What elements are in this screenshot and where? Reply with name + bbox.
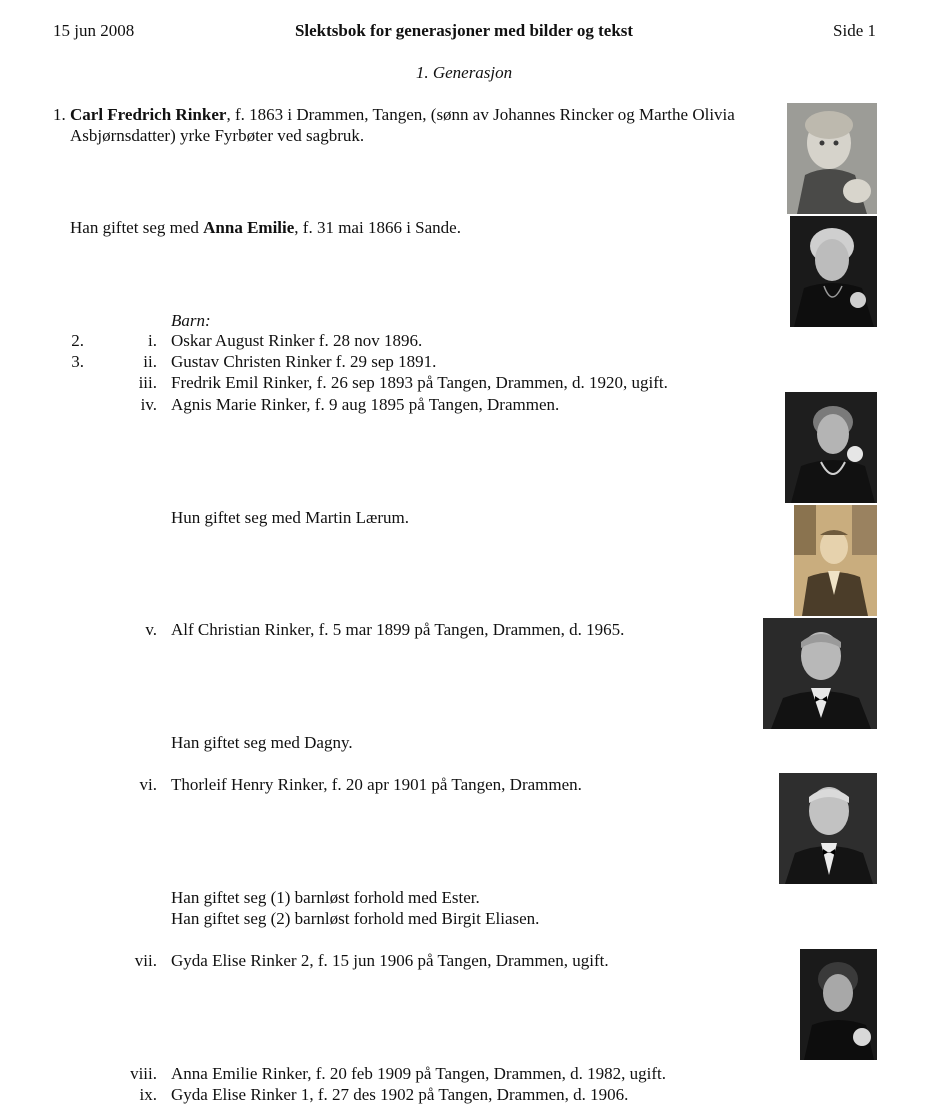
child-entry: Thorleif Henry Rinker, f. 20 apr 1901 på Tangen, Drammen.: [171, 775, 582, 794]
child-photo: [779, 773, 877, 884]
child-roman-numeral: iv.: [140, 395, 157, 414]
page-number: Side 1: [833, 21, 876, 40]
document-title: Slektsbok for generasjoner med bilder og tekst: [294, 21, 634, 40]
child-entry: Gustav Christen Rinker f. 29 sep 1891.: [171, 352, 437, 371]
child-marriage: Han giftet seg (1) barnløst forhold med Ester.: [171, 888, 480, 907]
child-marriage: Hun giftet seg med Martin Lærum.: [171, 508, 409, 527]
child-roman-numeral: i.: [148, 331, 157, 350]
child-photo: [787, 103, 877, 214]
main-person-line1: [70, 105, 735, 125]
child-entry: Agnis Marie Rinker, f. 9 aug 1895 på Tangen, Drammen.: [171, 395, 560, 414]
child-entry: Fredrik Emil Rinker, f. 26 sep 1893 på Tangen, Drammen, d. 1920, ugift.: [171, 373, 668, 392]
spouse-photo: [790, 216, 877, 327]
header-date: 15 jun 2008: [53, 21, 135, 40]
child-entry: Gyda Elise Rinker 1, f. 27 des 1902 på Tangen, Drammen, d. 1906.: [171, 1085, 629, 1104]
child-marriage: Han giftet seg (2) barnløst forhold med Birgit Eliasen.: [171, 909, 540, 928]
children-heading: Barn:: [171, 311, 211, 330]
child-photo: [800, 949, 877, 1060]
child-entry: Gyda Elise Rinker 2, f. 15 jun 1906 på Tangen, Drammen, ugift.: [171, 951, 609, 970]
spouse-name: Anna Emilie: [203, 218, 295, 237]
child-roman-numeral: v.: [145, 620, 157, 639]
child-roman-numeral: ix.: [139, 1085, 157, 1104]
child-entry: Alf Christian Rinker, f. 5 mar 1899 på Tangen, Drammen, d. 1965.: [171, 620, 625, 639]
spouse-photo: [794, 505, 877, 616]
main-person-name: Carl Fredrich Rinker: [70, 105, 227, 124]
main-person-line2: Asbjørnsdatter) yrke Fyrbøter ved sagbruk.: [70, 126, 365, 145]
child-roman-numeral: vii.: [134, 951, 157, 970]
child-photo: [763, 618, 877, 729]
spouse-details: , f. 31 mai 1866 i Sande.: [294, 218, 461, 237]
generation-title: 1. Generasjon: [415, 63, 513, 82]
child-gen-number: 2.: [71, 331, 84, 350]
child-entry: Anna Emilie Rinker, f. 20 feb 1909 på Tangen, Drammen, d. 1982, ugift.: [171, 1064, 666, 1083]
child-marriage: Han giftet seg med Dagny.: [171, 733, 353, 752]
child-roman-numeral: vi.: [139, 775, 157, 794]
spouse-line: [70, 218, 461, 238]
main-person-number: 1.: [53, 105, 66, 124]
child-roman-numeral: ii.: [143, 352, 157, 371]
spouse-prefix: Han giftet seg med: [70, 218, 204, 237]
child-roman-numeral: viii.: [130, 1064, 157, 1083]
child-gen-number: 3.: [71, 352, 84, 371]
child-roman-numeral: iii.: [138, 373, 157, 392]
main-person-details: , f. 1863 i Drammen, Tangen, (sønn av Johannes Rincker og Marthe Olivia: [226, 105, 735, 124]
child-entry: Oskar August Rinker f. 28 nov 1896.: [171, 331, 423, 350]
child-photo: [785, 392, 877, 503]
